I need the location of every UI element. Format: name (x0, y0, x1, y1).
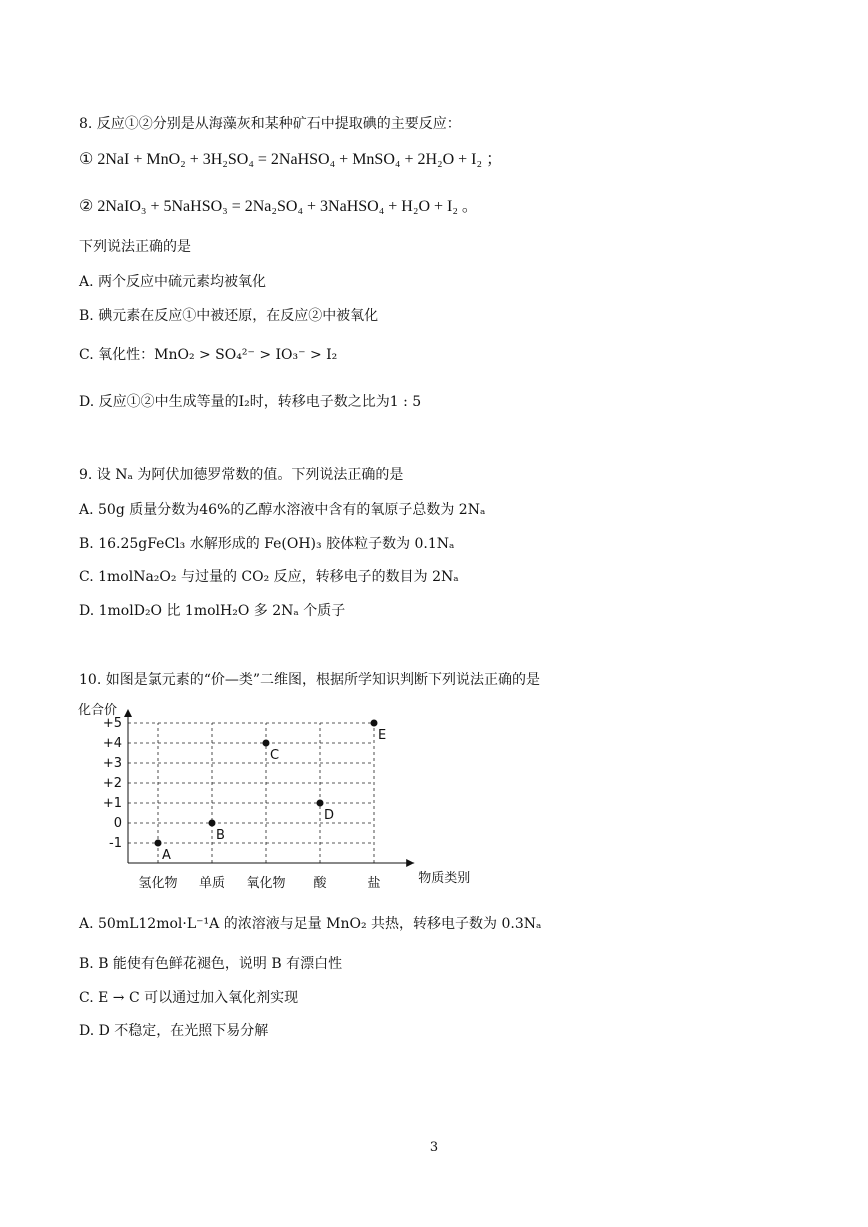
q9-option-d: D. 1molD₂O 比 1molH₂O 多 2Nₐ 个质子 (79, 603, 346, 619)
q10-option-c: C. E → C 可以通过加入氧化剂实现 (79, 990, 299, 1006)
x-tick-label: 盐 (367, 876, 381, 891)
x-tick-label: 氢化物 (138, 876, 178, 891)
data-point-d (317, 800, 324, 807)
data-point-label: B (216, 828, 225, 843)
q8-option-b: B. 碘元素在反应①中被还原，在反应②中被氧化 (79, 308, 379, 324)
y-tick-label: +1 (102, 796, 122, 811)
data-point-c (263, 740, 270, 747)
q9-option-b: B. 16.25gFeCl₃ 水解形成的 Fe(OH)₃ 胶体粒子数为 0.1Nₐ (79, 536, 455, 552)
q10-stem: 10. 如图是氯元素的“价—类”二维图，根据所学知识判断下列说法正确的是 (79, 672, 541, 688)
data-point-e (371, 720, 378, 727)
q10-option-a: A. 50mL12mol·L⁻¹A 的浓溶液与足量 MnO₂ 共热，转移电子数为 0.3Nₐ (79, 916, 542, 932)
x-axis-label: 物质类别 (418, 871, 470, 886)
q9-stem: 9. 设 Nₐ 为阿伏加德罗常数的值。下列说法正确的是 (79, 467, 404, 483)
q9-option-c: C. 1molNa₂O₂ 与过量的 CO₂ 反应，转移电子的数目为 2Nₐ (79, 569, 459, 585)
data-point-label: A (162, 848, 171, 863)
q8-option-d: D. 反应①②中生成等量的I₂时，转移电子数之比为1 : 5 (79, 394, 422, 410)
y-tick-label: +4 (102, 736, 122, 751)
y-tick-label: +5 (102, 716, 122, 731)
y-axis-arrow (124, 709, 132, 717)
q10-option-b: B. B 能使有色鲜花褪色，说明 B 有漂白性 (79, 956, 343, 972)
q8-option-c: C. 氧化性：MnO₂ > SO₄²⁻ > IO₃⁻ > I₂ (79, 347, 338, 363)
x-tick-label: 酸 (313, 876, 327, 891)
q8-option-a: A. 两个反应中硫元素均被氧化 (79, 274, 267, 290)
q8-prompt: 下列说法正确的是 (79, 239, 191, 255)
q8-stem: 8. 反应①②分别是从海藻灰和某种矿石中提取碘的主要反应： (79, 116, 461, 132)
y-tick-label: 0 (113, 816, 122, 831)
y-tick-label: -1 (109, 836, 122, 851)
data-point-label: E (378, 728, 387, 743)
data-point-label: D (324, 808, 335, 823)
q8-equation-1: ① 2NaI + MnO₂ + 3H₂SO₄ = 2NaHSO₄ + MnSO₄ + 2H₂O + I₂ ； (79, 151, 503, 168)
data-point-b (209, 820, 216, 827)
page-number: 3 (429, 1140, 439, 1155)
valence-class-chart (70, 698, 470, 898)
y-tick-label: +2 (102, 776, 122, 791)
data-point-label: C (270, 748, 280, 763)
x-tick-label: 单质 (198, 876, 226, 891)
x-axis-arrow (406, 859, 414, 867)
x-tick-label: 氧化物 (246, 876, 286, 891)
data-point-a (155, 840, 162, 847)
q8-equation-2: ② 2NaIO₃ + 5NaHSO₃ = 2Na₂SO₄ + 3NaHSO₄ + H₂O + I₂ 。 (79, 198, 478, 215)
q9-option-a: A. 50g 质量分数为46%的乙醇水溶液中含有的氧原子总数为 2Nₐ (79, 502, 486, 518)
q10-option-d: D. D 不稳定，在光照下易分解 (79, 1023, 269, 1039)
y-axis-label: 化合价 (78, 703, 118, 718)
y-tick-label: +3 (102, 756, 122, 771)
